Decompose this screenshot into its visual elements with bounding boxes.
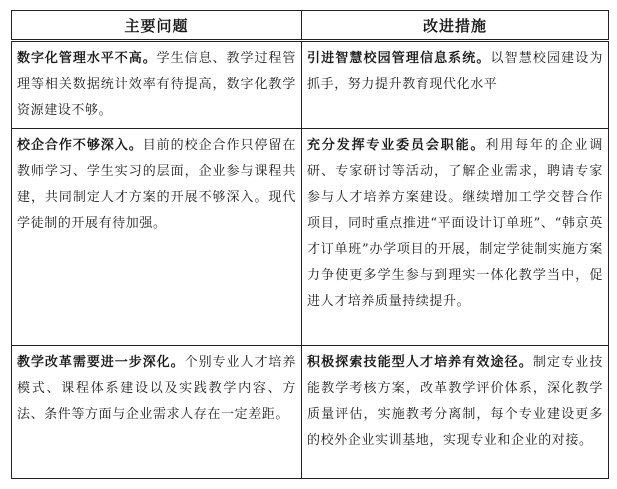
measure-lead: 充分发挥专业委员会职能。 [307, 138, 486, 153]
problem-text: 学生信息、教学过程管理等相关数据统计效率有待提高，数字化教学资源建设不够。 [17, 51, 296, 118]
table-row [12, 346, 609, 479]
measure-lead: 积极探索技能型人才培养有效途径。 [307, 355, 533, 370]
measure-cell [302, 129, 609, 346]
table-row [12, 41, 609, 129]
measure-cell [302, 346, 609, 479]
table-row [12, 129, 609, 346]
header-row [12, 11, 609, 41]
measure-cell [302, 41, 609, 129]
problem-lead: 数字化管理水平不高。 [17, 51, 157, 66]
problem-cell [12, 346, 302, 479]
measure-text: 以智慧校园建设为抓手，努力提升教育现代化水平 [307, 51, 603, 92]
header-main-problems: 主要问题 [12, 11, 302, 41]
document-page [11, 10, 608, 482]
measure-lead: 引进智慧校园管理信息系统。 [307, 51, 491, 66]
problem-lead: 校企合作不够深入。 [17, 138, 143, 153]
problem-cell [12, 129, 302, 346]
problem-lead: 教学改革需要进一步深化。 [17, 355, 185, 370]
measure-text: 利用每年的企业调研、专家研讨等活动，了解企业需求，聘请专家参与人才培养方案建设。继续增加工学交替合作项目，同时重点推进“平面设计订单班”、“韩京英才订单班”办学项目的开展，制定学徒制实施方案力争使更多学生参与到理实一体化教学当中，促进人才培养质量持续提升。 [307, 138, 603, 309]
problems-measures-table [11, 10, 609, 479]
problem-cell [12, 41, 302, 129]
measure-text: 制定专业技能教学考核方案，改革教学评价体系，深化教学质量评估，实施教考分离制，每个专业建设更多的校外企业实训基地，实现专业和企业的对接。 [307, 355, 603, 448]
problem-text: 个别专业人才培养模式、课程体系建设以及实践教学内容、方法、条件等方面与企业需求人存在一定差距。 [17, 355, 296, 422]
problem-text: 目前的校企合作只停留在教师学习、学生实习的层面，企业参与课程共建，共同制定人才方案的开展不够深入。现代学徒制的开展有待加强。 [17, 138, 296, 231]
header-improvement-measures: 改进措施 [302, 11, 609, 41]
